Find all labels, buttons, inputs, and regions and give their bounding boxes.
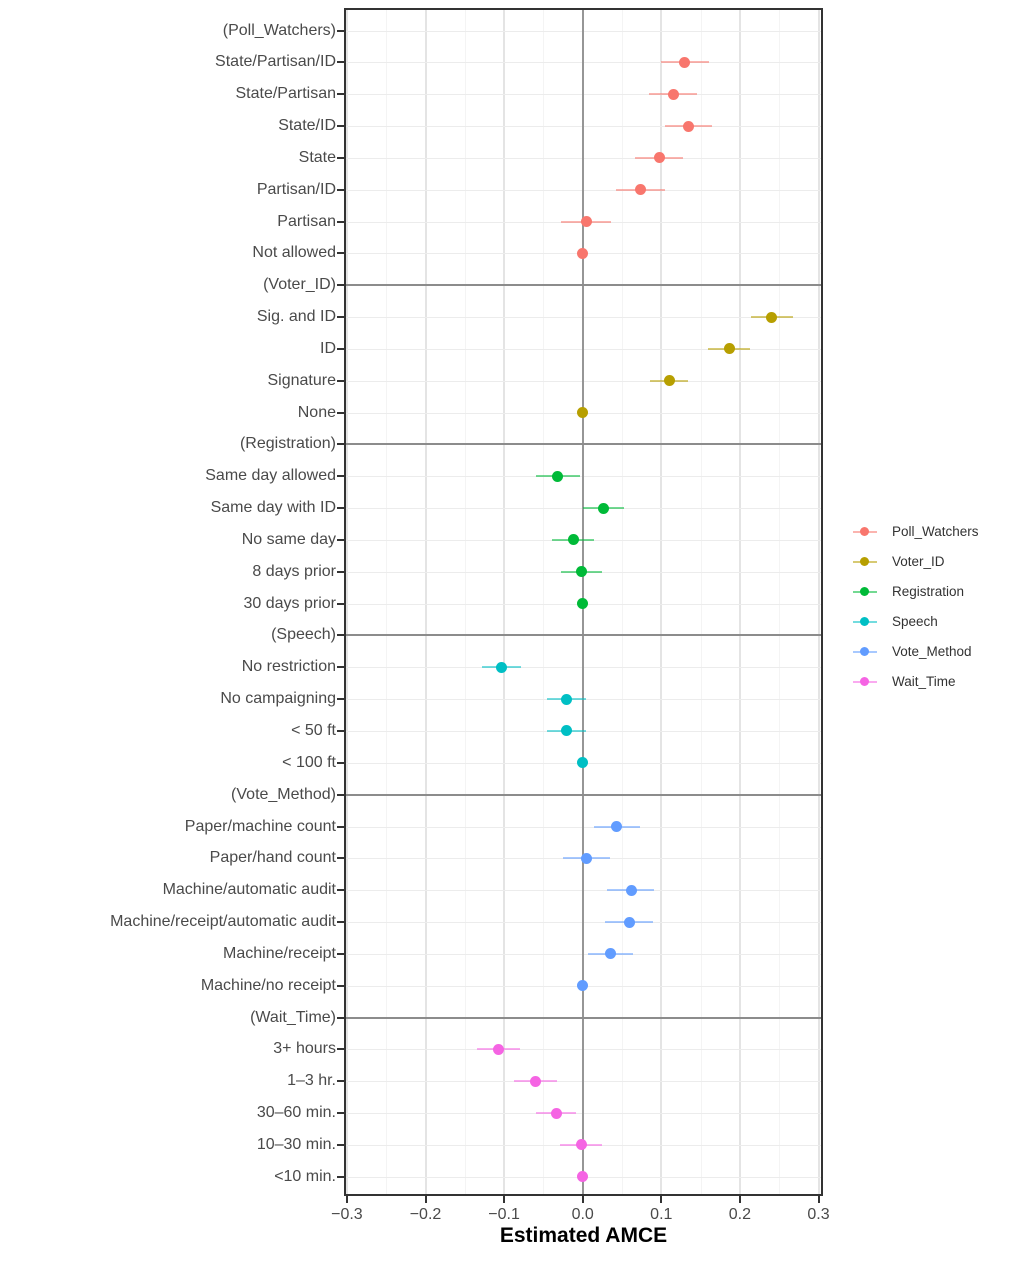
y-axis-label: 10–30 min. xyxy=(256,1135,336,1153)
data-point xyxy=(724,343,735,354)
y-axis-tick xyxy=(337,412,344,414)
y-axis-tick xyxy=(337,571,344,573)
facet-separator xyxy=(346,284,821,286)
y-axis-label: Machine/automatic audit xyxy=(162,881,336,899)
y-axis-tick xyxy=(337,507,344,509)
y-axis-tick xyxy=(337,221,344,223)
legend-key-dot xyxy=(860,527,869,536)
y-axis-label: < 50 ft xyxy=(291,721,336,739)
legend-key-dot xyxy=(860,617,869,626)
x-tick-label: 0.3 xyxy=(807,1206,830,1223)
x-axis-tick xyxy=(739,1196,741,1203)
legend-key-dot xyxy=(860,587,869,596)
y-axis-group-header: (Wait_Time) xyxy=(250,1008,336,1026)
data-point xyxy=(577,980,588,991)
y-axis-tick xyxy=(337,284,344,286)
data-point xyxy=(577,598,588,609)
y-axis-tick xyxy=(337,1017,344,1019)
data-point xyxy=(576,1139,587,1150)
data-point xyxy=(577,757,588,768)
y-axis-group-header: (Registration) xyxy=(239,435,336,453)
y-axis-tick xyxy=(337,61,344,63)
y-axis-tick xyxy=(337,1176,344,1178)
y-axis-label: < 100 ft xyxy=(282,753,336,771)
data-point xyxy=(577,248,588,259)
y-axis-label: State xyxy=(298,148,336,166)
y-axis-tick xyxy=(337,603,344,605)
x-tick-label: −0.1 xyxy=(488,1206,520,1223)
data-point xyxy=(552,471,563,482)
legend-label: Wait_Time xyxy=(892,674,956,689)
legend-key-dot xyxy=(860,677,869,686)
y-axis-tick xyxy=(337,794,344,796)
data-point xyxy=(493,1044,504,1055)
data-point xyxy=(581,853,592,864)
legend-label: Speech xyxy=(892,614,938,629)
legend-key-dot xyxy=(860,647,869,656)
x-axis-tick xyxy=(660,1196,662,1203)
y-axis-label: <10 min. xyxy=(274,1167,336,1185)
y-axis-label: Paper/hand count xyxy=(209,849,336,867)
y-axis-tick xyxy=(337,475,344,477)
x-axis-title: Estimated AMCE xyxy=(499,1224,668,1247)
y-axis-tick xyxy=(337,826,344,828)
legend-label: Poll_Watchers xyxy=(892,524,979,539)
y-axis-label: Not allowed xyxy=(252,244,336,262)
y-axis-label: None xyxy=(297,403,336,421)
y-axis-label: State/ID xyxy=(278,117,336,135)
x-axis-tick xyxy=(582,1196,584,1203)
y-axis-label: 3+ hours xyxy=(273,1040,336,1058)
y-axis-tick xyxy=(337,857,344,859)
y-axis-tick xyxy=(337,93,344,95)
y-axis-label: State/Partisan/ID xyxy=(215,53,336,71)
y-axis-tick xyxy=(337,666,344,668)
y-axis-tick xyxy=(337,125,344,127)
y-axis-tick xyxy=(337,762,344,764)
x-tick-label: −0.3 xyxy=(331,1206,363,1223)
legend-label: Voter_ID xyxy=(892,554,945,569)
data-point xyxy=(635,184,646,195)
y-axis-label: Signature xyxy=(267,371,336,389)
data-point xyxy=(626,885,637,896)
legend-key-dot xyxy=(860,557,869,566)
y-axis-tick xyxy=(337,316,344,318)
data-point xyxy=(668,89,679,100)
y-axis-label: Partisan/ID xyxy=(256,180,336,198)
x-tick-label: −0.2 xyxy=(409,1206,442,1223)
y-axis-label: 30–60 min. xyxy=(256,1104,336,1122)
y-axis-tick xyxy=(337,30,344,32)
y-axis-tick xyxy=(337,1080,344,1082)
legend-label: Vote_Method xyxy=(892,644,972,659)
y-axis-label: Machine/receipt/automatic audit xyxy=(110,913,336,931)
y-axis-label: Partisan xyxy=(277,212,336,230)
y-axis-tick xyxy=(337,953,344,955)
y-axis-tick xyxy=(337,985,344,987)
y-axis-label: Machine/no receipt xyxy=(200,976,336,994)
y-axis-tick xyxy=(337,634,344,636)
y-axis-label: Machine/receipt xyxy=(223,944,336,962)
data-point xyxy=(611,821,622,832)
plot-panel xyxy=(344,8,823,1196)
y-axis-tick xyxy=(337,157,344,159)
y-axis-tick xyxy=(337,1112,344,1114)
y-axis-label: State/Partisan xyxy=(235,85,336,103)
y-axis-tick xyxy=(337,252,344,254)
data-point xyxy=(581,216,592,227)
x-tick-label: 0.0 xyxy=(571,1206,594,1223)
y-axis-group-header: (Poll_Watchers) xyxy=(222,21,336,39)
x-axis-tick xyxy=(503,1196,505,1203)
y-axis-group-header: (Vote_Method) xyxy=(231,785,336,803)
data-point xyxy=(577,407,588,418)
y-axis-label: 30 days prior xyxy=(243,594,336,612)
y-axis-group-header: (Speech) xyxy=(271,626,336,644)
y-axis-tick xyxy=(337,921,344,923)
y-axis-label: Same day allowed xyxy=(205,467,336,485)
data-point xyxy=(683,121,694,132)
data-point xyxy=(624,917,635,928)
facet-separator xyxy=(346,634,821,636)
data-point xyxy=(561,694,572,705)
y-axis-tick xyxy=(337,1048,344,1050)
x-axis-tick xyxy=(818,1196,820,1203)
y-axis-label: ID xyxy=(320,339,336,357)
data-point xyxy=(561,725,572,736)
data-point xyxy=(551,1108,562,1119)
legend-label: Registration xyxy=(892,584,965,599)
facet-separator xyxy=(346,1017,821,1019)
data-point xyxy=(576,566,587,577)
y-axis-label: No restriction xyxy=(241,658,336,676)
y-axis-tick xyxy=(337,539,344,541)
x-axis-tick xyxy=(425,1196,427,1203)
y-axis-tick xyxy=(337,1144,344,1146)
data-point xyxy=(598,503,609,514)
y-axis-label: 1–3 hr. xyxy=(287,1072,336,1090)
y-axis-tick xyxy=(337,189,344,191)
y-axis-tick xyxy=(337,889,344,891)
y-axis-tick xyxy=(337,730,344,732)
y-axis-label: Sig. and ID xyxy=(256,308,336,326)
data-point xyxy=(679,57,690,68)
y-axis-label: 8 days prior xyxy=(252,562,336,580)
facet-separator xyxy=(346,794,821,796)
y-axis-label: Same day with ID xyxy=(210,499,336,517)
y-axis-tick xyxy=(337,348,344,350)
y-axis-tick xyxy=(337,380,344,382)
x-axis-tick xyxy=(346,1196,348,1203)
data-point xyxy=(766,312,777,323)
data-point xyxy=(577,1171,588,1182)
data-point xyxy=(664,375,675,386)
data-point xyxy=(654,152,665,163)
y-axis-tick xyxy=(337,698,344,700)
data-point xyxy=(605,948,616,959)
data-point xyxy=(530,1076,541,1087)
x-tick-label: 0.2 xyxy=(728,1206,752,1223)
data-point xyxy=(568,534,579,545)
y-axis-label: No campaigning xyxy=(220,690,336,708)
y-axis-tick xyxy=(337,443,344,445)
y-axis-group-header: (Voter_ID) xyxy=(263,276,336,294)
y-axis-label: No same day xyxy=(241,530,336,548)
y-axis-label: Paper/machine count xyxy=(184,817,336,835)
facet-separator xyxy=(346,443,821,445)
data-point xyxy=(496,662,507,673)
x-tick-label: 0.1 xyxy=(650,1206,673,1223)
